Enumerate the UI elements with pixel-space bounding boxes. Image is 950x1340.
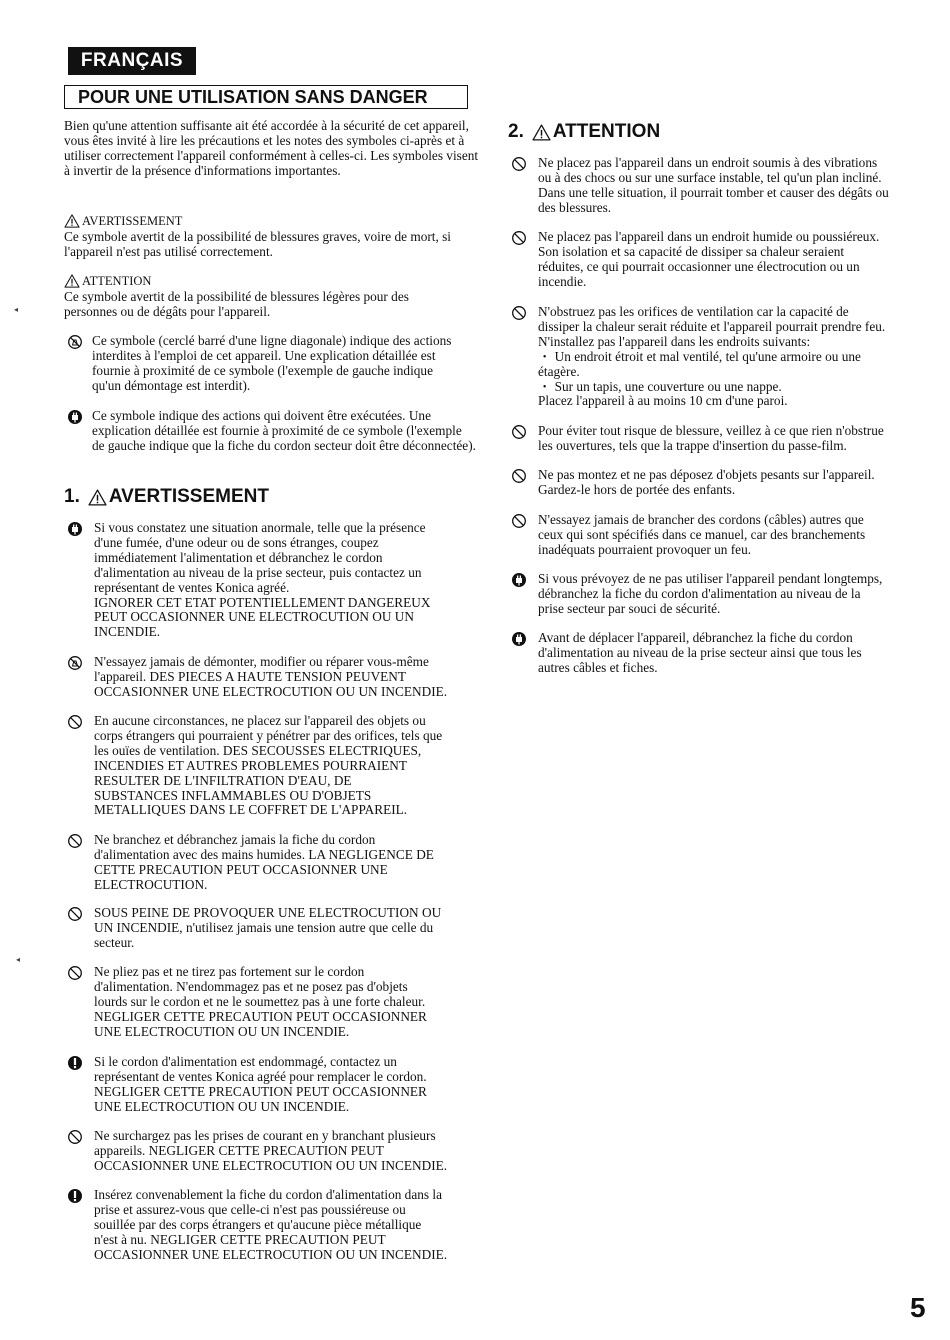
avertissement-symbol-label (64, 214, 182, 229)
prohibited-icon (64, 714, 86, 730)
warning-icon (64, 214, 80, 228)
list-item-text: N'essayez jamais de démonter, modifier ou réparer vous-même l'appareil. DES PIECES A HAUTE TENSION PEUVENT OCCASIONNER UNE ELECTROCUTION OU UN INCENDIE. (94, 654, 448, 699)
prohibited-icon (64, 906, 86, 922)
avertissement-description: Ce symbole avertit de la possibilité de blessures graves, voire de mort, si l'appareil n'est pas utilisé correctement. (64, 229, 451, 259)
list-item-text: Si vous prévoyez de ne pas utiliser l'appareil pendant longtemps, débranchez la fiche du cordon d'alimentation au niveau de la prise secteur par souci de sécurité. (538, 571, 883, 616)
prohibited-symbol-explanation (64, 334, 464, 394)
prohibited-icon (508, 513, 530, 529)
margin-mark: ◂ (16, 955, 21, 964)
unplug-icon (508, 631, 530, 647)
list-item (64, 521, 494, 640)
list-item-text: Avant de déplacer l'appareil, débranchez la fiche du cordon d'alimentation au niveau de la prise secteur ainsi que tous les autres câbles et fiches. (538, 630, 862, 675)
avertissement-label: AVERTISSEMENT (82, 214, 183, 228)
prohibited-icon (508, 424, 530, 440)
section-1-heading (64, 486, 269, 508)
section-2-number: 2. (508, 121, 524, 142)
attention-description: Ce symbole avertit de la possibilité de blessures légères pour des personnes ou de dégâts pour l'appareil. (64, 289, 409, 319)
list-item (508, 230, 938, 290)
warning-icon (532, 124, 551, 141)
list-item-text: Ne placez pas l'appareil dans un endroit humide ou poussiéreux. Son isolation et sa capacité de dissiper sa chaleur seraient réduites, ce qui pourrait occasionner une électrocution ou un incendie. (538, 229, 880, 289)
list-item (64, 1129, 494, 1174)
list-item-text: Ne pliez pas et ne tirez pas fortement sur le cordon d'alimentation. N'endommagez pas et ne posez pas d'objets lourds sur le cordon et ne le soumettez pas à une forte chaleur. NEGLIGER CETTE PRECAUTION PEUT OCCASIONNER UNE ELECTROCUTION OU UN INCENDIE. (94, 964, 427, 1039)
list-item (64, 655, 494, 700)
mandatory-icon (64, 1188, 86, 1204)
list-item-text: Pour éviter tout risque de blessure, veillez à ce que rien n'obstrue les ouvertures, tels que la trappe d'insertion du passe-film. (538, 423, 884, 453)
list-item-text: Ne branchez et débranchez jamais la fiche du cordon d'alimentation avec des mains humides. LA NEGLIGENCE DE CETTE PRECAUTION PEUT OCCASIONNER UNE ELECTROCUTION. (94, 832, 434, 892)
prohibited-icon (64, 1129, 86, 1145)
no-disassemble-icon (64, 655, 86, 671)
list-item-text: Insérez convenablement la fiche du cordon d'alimentation dans la prise et assurez-vous que celle-ci n'est pas poussiéreuse ou souillée par des corps étrangers et qu'aucune pièce métallique n'est à nu. NEGLIGER CETTE PRECAUTION PEUT OCCASIONNER UNE ELECTROCUTION OU UN INCENDIE. (94, 1187, 448, 1262)
list-item (64, 1188, 494, 1263)
section-1-title: AVERTISSEMENT (108, 486, 269, 507)
list-item (508, 572, 938, 617)
intro-paragraph: Bien qu'une attention suffisante ait été accordée à la sécurité de cet appareil, vous êtes invité à lire les précautions et les notes des symboles ci-après et à utiliser correctement l'appareil conformément à celles-ci. Les symboles visent à invertir de la présence d'informations importantes. (64, 118, 479, 178)
language-tab: FRANÇAIS (68, 47, 196, 75)
prohibited-icon (64, 833, 86, 849)
list-item-text: En aucune circonstances, ne placez sur l'appareil des objets ou corps étrangers qui pourraient y pénétrer par des orifices, tels que les ouïes de ventilation. DES SECOUSSES ELECTRIQUES, INCENDIES ET AUTRES PROBLEMES POURRAIENT RESULTER DE L'INFILTRATION D'EAU, DE SUBSTANCES INFLAMMABLES OU D'OBJETS METALLIQUES DANS LE COFFRET DE L'APPAREIL. (94, 713, 443, 818)
mandatory-symbol-explanation (64, 409, 476, 454)
list-item (508, 305, 938, 409)
warning-icon (64, 274, 80, 288)
list-item (508, 156, 938, 216)
prohibited-icon (64, 965, 86, 981)
section-2-title: ATTENTION (552, 121, 661, 142)
section-1-number: 1. (64, 486, 80, 507)
attention-symbol-label (64, 274, 151, 289)
list-item-text: SOUS PEINE DE PROVOQUER UNE ELECTROCUTION OU UN INCENDIE, n'utilisez jamais une tension autre que celle du secteur. (94, 905, 442, 950)
list-item-text: Ne placez pas l'appareil dans un endroit soumis à des vibrations ou à des chocs ou sur une surface instable, tel qu'un plan incliné. Dans une telle situation, il pourrait tomber et causer des dégâts ou des blessures. (538, 155, 889, 215)
list-item (64, 906, 494, 951)
list-item-text: Ne surchargez pas les prises de courant en y branchant plusieurs appareils. NEGLIGER CETTE PRECAUTION PEUT OCCASIONNER UNE ELECTROCUTION OU UN INCENDIE. (94, 1128, 448, 1173)
list-item (508, 424, 938, 454)
list-item (64, 965, 494, 1040)
list-item (64, 1055, 494, 1115)
mandatory-symbol-text: Ce symbole indique des actions qui doivent être exécutées. Une explication détaillée est fournie à proximité de ce symbole (l'exemple de gauche indique que la fiche du cordon secteur doit être déconnectée). (92, 408, 476, 453)
prohibited-icon (508, 305, 530, 321)
no-disassemble-icon (64, 334, 86, 350)
warning-icon (88, 489, 107, 506)
list-item (64, 833, 494, 893)
list-item (508, 513, 938, 558)
prohibited-icon (508, 156, 530, 172)
list-item-text: Ne pas montez et ne pas déposez d'objets pesants sur l'appareil. Gardez-le hors de portée des enfants. (538, 467, 875, 497)
list-item-text: N'essayez jamais de brancher des cordons (câbles) autres que ceux qui sont spécifiés dans ce manuel, car des branchements inadéquats pourraient provoquer un feu. (538, 512, 866, 557)
page-number: 5 (910, 1292, 926, 1323)
margin-mark: ◂ (14, 305, 19, 314)
list-item (508, 468, 938, 498)
unplug-icon (64, 521, 86, 537)
attention-label: ATTENTION (82, 274, 152, 288)
mandatory-icon (64, 1055, 86, 1071)
unplug-icon (64, 409, 86, 425)
list-item (508, 631, 938, 676)
unplug-icon (508, 572, 530, 588)
prohibited-symbol-text: Ce symbole (cerclé barré d'une ligne diagonale) indique des actions interdites à l'emploi de cet appareil. Une explication détaillée est fournie à proximité de ce symbole (l'exemple de gauche indique qu'un démontage est interdit). (92, 333, 452, 393)
list-item-text: N'obstruez pas les orifices de ventilation car la capacité de dissiper la chaleur serait réduite et l'appareil pourrait prendre feu. N'installez pas l'appareil dans les endroits suivants: ・ Un endroit étroit et mal ventilé, tel qu'une armoire ou une étagère. ・ Sur un tapis, une couverture ou une nappe. Placez l'appareil à au moins 10 cm d'une paroi. (538, 304, 886, 409)
list-item-text: Si le cordon d'alimentation est endommagé, contactez un représentant de ventes Konica agréé pour remplacer le cordon. NEGLIGER CETTE PRECAUTION PEUT OCCASIONNER UNE ELECTROCUTION OU UN INCENDIE. (94, 1054, 427, 1114)
list-item (64, 714, 494, 818)
page-title: POUR UNE UTILISATION SANS DANGER (64, 85, 468, 109)
prohibited-icon (508, 468, 530, 484)
list-item-text: Si vous constatez une situation anormale, telle que la présence d'une fumée, d'une odeur ou de sons étranges, coupez immédiatement l'alimentation et débranchez le cordon d'alimentation au niveau de la prise secteur, puis contactez un représentant de ventes Konica agréé. IGNORER CET ETAT POTENTIELLEMENT DANGEREUX PEUT OCCASIONNER UNE ELECTROCUTION OU UN INCENDIE. (94, 520, 431, 640)
prohibited-icon (508, 230, 530, 246)
section-2-heading (508, 121, 660, 143)
